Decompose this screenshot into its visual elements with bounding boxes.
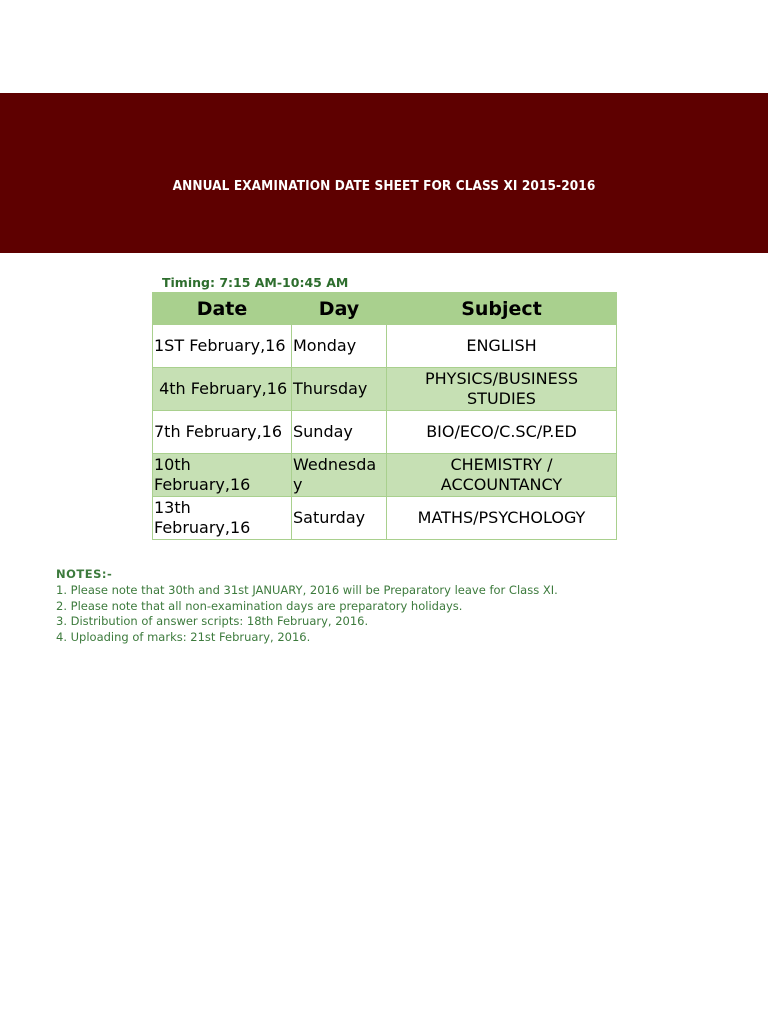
table-header-row [153, 293, 617, 325]
row-subject: MATHS/PSYCHOLOGY [387, 497, 617, 540]
table-row [153, 325, 617, 368]
column-header-date: Date [153, 293, 292, 325]
page-title: ANNUAL EXAMINATION DATE SHEET FOR CLASS XI 2015-2016 [172, 178, 596, 194]
row-subject: ENGLISH [387, 325, 617, 368]
row-date: 7th February,16 [153, 411, 292, 454]
column-header-subject: Subject [387, 293, 617, 325]
table-row [153, 411, 617, 454]
note-item: 4. Uploading of marks: 21st February, 2016. [56, 630, 311, 645]
note-item: 2. Please note that all non-examination days are preparatory holidays. [56, 598, 463, 613]
note-item: 1. Please note that 30th and 31st JANUARY, 2016 will be Preparatory leave for Class XI. [56, 582, 558, 597]
table-row [153, 368, 617, 411]
row-day: Thursday [292, 368, 387, 411]
row-date: 1ST February,16 [153, 325, 292, 368]
row-subject: PHYSICS/BUSINESS STUDIES [387, 368, 617, 411]
row-day: Monday [292, 325, 387, 368]
date-sheet-table [152, 292, 617, 540]
row-subject: BIO/ECO/C.SC/P.ED [387, 411, 617, 454]
title-banner [0, 93, 768, 253]
note-item: 3. Distribution of answer scripts: 18th February, 2016. [56, 614, 369, 629]
exam-timing: Timing: 7:15 AM-10:45 AM [162, 275, 349, 290]
row-date: 10th February,16 [153, 454, 292, 497]
row-subject: CHEMISTRY / ACCOUNTANCY [387, 454, 617, 497]
row-day: Sunday [292, 411, 387, 454]
row-date: 13th February,16 [153, 497, 292, 540]
table-row [153, 497, 617, 540]
column-header-day: Day [292, 293, 387, 325]
row-day: Wednesday [292, 454, 387, 497]
row-day: Saturday [292, 497, 387, 540]
notes-heading: NOTES:- [56, 567, 113, 581]
table-row [153, 454, 617, 497]
row-date: 4th February,16 [153, 368, 292, 411]
notes-section [56, 567, 558, 646]
